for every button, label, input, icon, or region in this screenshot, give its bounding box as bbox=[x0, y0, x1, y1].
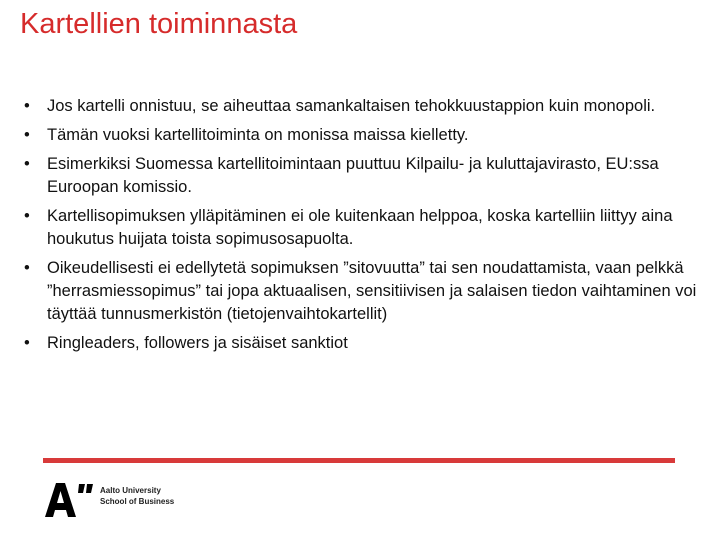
logo-line-school: School of Business bbox=[100, 497, 175, 506]
bullet-list bbox=[20, 95, 700, 361]
bullet-item: • Jos kartelli onnistuu, se aiheuttaa samankaltaisen tehokkuustappion kuin monopoli. bbox=[20, 95, 700, 118]
bullet-item: • Kartellisopimuksen ylläpitäminen ei ole kuitenkaan helppoa, koska kartelliin liittyy aina houkutus huijata toista sopimusosapuolta. bbox=[20, 205, 700, 251]
aalto-a-quote-logo-icon bbox=[45, 483, 95, 517]
bullet-item: • Tämän vuoksi kartellitoiminta on monissa maissa kielletty. bbox=[20, 124, 700, 147]
bullet-item: • Oikeudellisesti ei edellytetä sopimuksen ”sitovuutta” tai sen noudattamista, vaan pelkkä ”herrasmiessopimus” tai jopa aktuaalisen, sensitiivisen ja salaisen tiedon vaihtaminen voi täyttää tunnusmerkistön (tietojenvaihtokartellit) bbox=[20, 257, 700, 326]
logo-text bbox=[100, 485, 174, 507]
slide-title: Kartellien toiminnasta bbox=[20, 8, 298, 40]
bullet-item: • Ringleaders, followers ja sisäiset sanktiot bbox=[20, 332, 700, 355]
footer-divider bbox=[43, 458, 675, 463]
bullet-item: • Esimerkiksi Suomessa kartellitoimintaan puuttuu Kilpailu- ja kuluttajavirasto, EU:ssa Euroopan komissio. bbox=[20, 153, 700, 199]
logo-line-university: Aalto University bbox=[100, 486, 161, 495]
aalto-logo bbox=[45, 481, 205, 517]
